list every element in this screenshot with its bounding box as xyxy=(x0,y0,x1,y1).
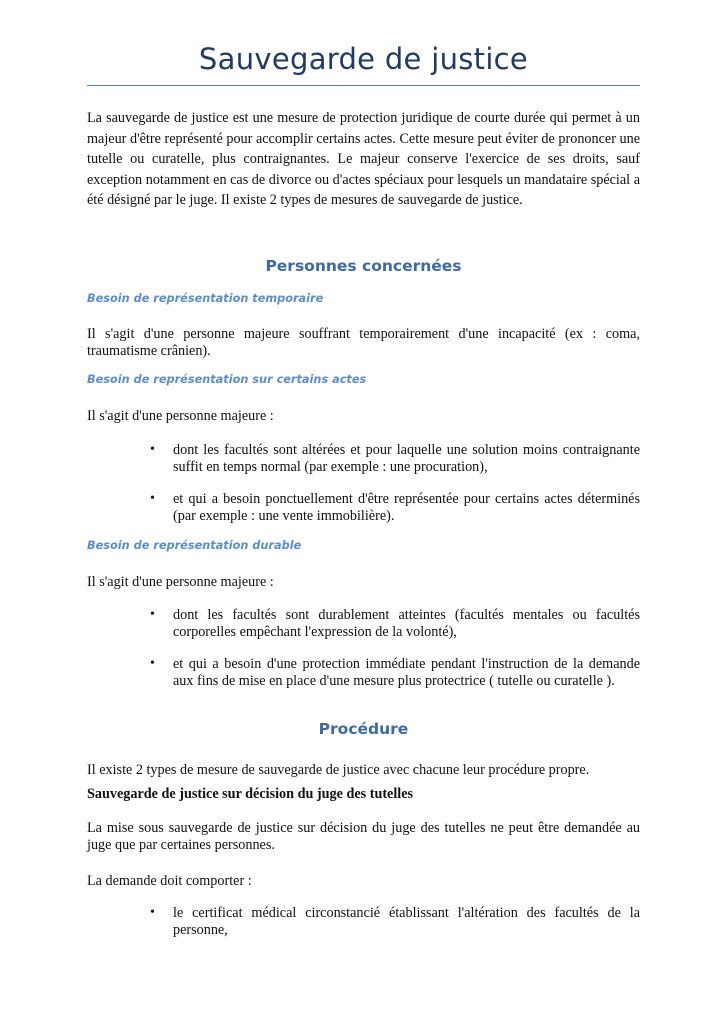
bullet-icon: • xyxy=(150,607,155,622)
paragraph-certains-actes: Il s'agit d'une personne majeure : xyxy=(87,408,274,424)
list-item-text: dont les facultés sont durablement atteintes (facultés mentales ou facultés corporelles empêchant l'expression de la volonté), xyxy=(173,607,640,640)
paragraph-durable: Il s'agit d'une personne majeure : xyxy=(87,574,274,590)
bullet-icon: • xyxy=(150,442,155,457)
subheading-decision-juge: Sauvegarde de justice sur décision du juge des tutelles xyxy=(87,786,414,802)
paragraph-demande: La demande doit comporter : xyxy=(87,873,252,889)
page-title: Sauvegarde de justice xyxy=(198,42,529,76)
section-heading-personnes: Personnes concernées xyxy=(265,257,462,275)
list-item-text: le certificat médical circonstancié établissant l'altération des facultés de la personne, xyxy=(173,905,640,938)
intro-paragraph: La sauvegarde de justice est une mesure de protection juridique de courte durée qui permet à un majeur d'être représenté pour accomplir certains actes. Cette mesure peut éviter de prononcer une tutelle ou curatelle, plus contraignantes. Le majeur conserve l'exercice de ses droits, sauf exception notamment en cas de divorce ou d'actes spéciaux pour lesquels un mandataire spécial a été désigné par le juge. Il existe 2 types de mesures de sauvegarde de justice. xyxy=(87,110,640,208)
section-heading-procedure: Procédure xyxy=(318,720,409,738)
bullet-icon: • xyxy=(150,656,155,671)
paragraph-procedure-intro: Il existe 2 types de mesure de sauvegarde de justice avec chacune leur procédure propre. xyxy=(87,762,590,778)
bullet-icon: • xyxy=(150,491,155,506)
title-underline xyxy=(87,85,640,86)
bullet-icon: • xyxy=(150,905,155,920)
list-item-text: et qui a besoin ponctuellement d'être représentée pour certains actes déterminés (par exemple : une vente immobilière). xyxy=(173,491,640,524)
paragraph-decision-juge: La mise sous sauvegarde de justice sur décision du juge des tutelles ne peut être demandée au juge que par certaines personnes. xyxy=(87,820,640,853)
list-item-text: dont les facultés sont altérées et pour laquelle une solution moins contraignante suffit en temps normal (par exemple : une procuration), xyxy=(173,442,640,475)
paragraph-temporaire: Il s'agit d'une personne majeure souffrant temporairement d'une incapacité (ex : coma, traumatisme crânien). xyxy=(87,326,640,359)
subheading-durable: Besoin de représentation durable xyxy=(87,539,302,552)
subheading-certains-actes: Besoin de représentation sur certains actes xyxy=(87,373,367,386)
subheading-temporaire: Besoin de représentation temporaire xyxy=(87,292,324,305)
list-item-text: et qui a besoin d'une protection immédiate pendant l'instruction de la demande aux fins de mise en place d'une mesure plus protectrice ( tutelle ou curatelle ). xyxy=(173,656,640,689)
